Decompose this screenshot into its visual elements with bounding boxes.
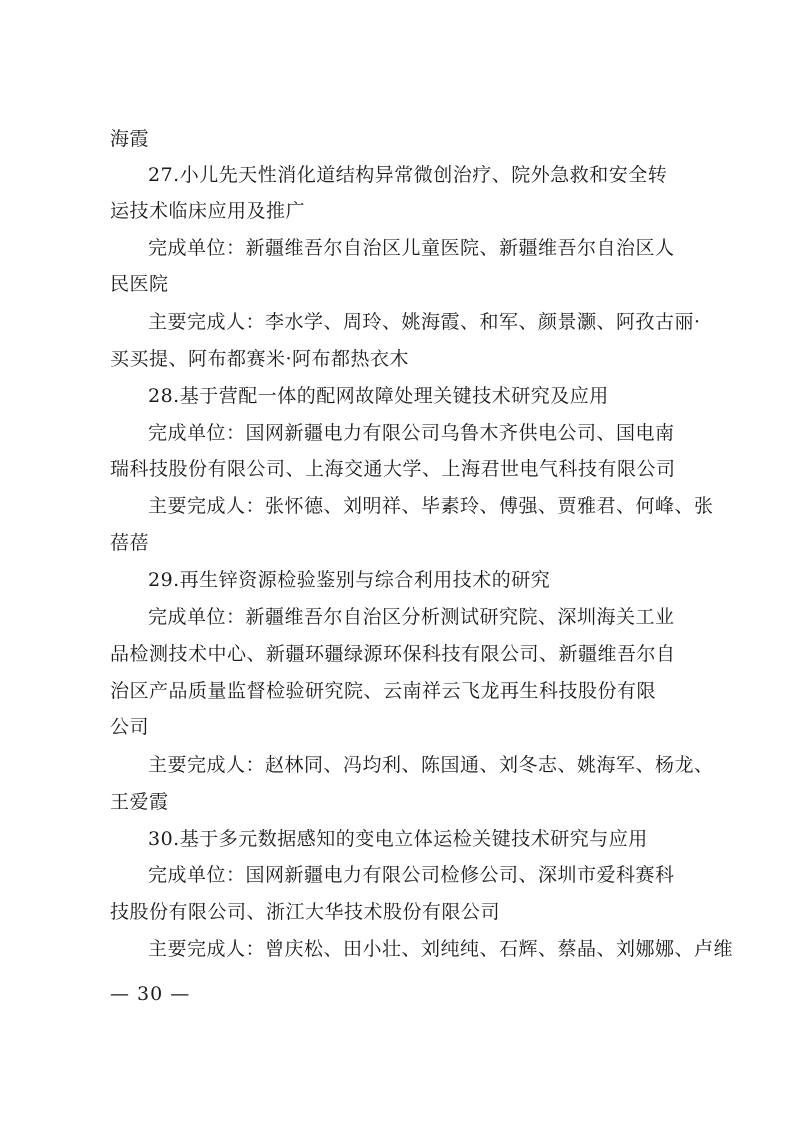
item-30-title: 30.基于多元数据感知的变电立体运检关键技术研究与应用 bbox=[148, 828, 648, 850]
text-line: 治区产品质量监督检验研究院、云南祥云飞龙再生科技股份有限 bbox=[110, 680, 657, 702]
text-line: 主要完成人：张怀德、刘明祥、毕素玲、傅强、贾雅君、何峰、张 bbox=[148, 495, 714, 517]
text-line: 海霞 bbox=[110, 128, 150, 150]
text-line: 主要完成人：赵林同、冯均利、陈国通、刘冬志、姚海军、杨龙、 bbox=[148, 754, 714, 776]
text-line: 完成单位：国网新疆电力有限公司乌鲁木齐供电公司、国电南 bbox=[148, 422, 675, 444]
text-line: 完成单位：新疆维吾尔自治区分析测试研究院、深圳海关工业 bbox=[148, 606, 675, 628]
text-line: 买买提、阿布都赛米·阿布都热衣木 bbox=[110, 348, 410, 370]
text-line: 技股份有限公司、浙江大华技术股份有限公司 bbox=[110, 901, 501, 923]
text-line: 民医院 bbox=[110, 273, 169, 295]
text-line: 主要完成人：李水学、周玲、姚海霞、和军、颜景灏、阿孜古丽· bbox=[148, 311, 701, 333]
item-29-title: 29.再生锌资源检验鉴别与综合利用技术的研究 bbox=[148, 569, 551, 591]
text-line: 运技术临床应用及推广 bbox=[110, 200, 306, 222]
text-line: 品检测技术中心、新疆环疆绿源环保科技有限公司、新疆维吾尔自 bbox=[110, 643, 676, 665]
text-line: 瑞科技股份有限公司、上海交通大学、上海君世电气科技有限公司 bbox=[110, 458, 676, 480]
item-28-title: 28.基于营配一体的配网故障处理关键技术研究及应用 bbox=[148, 385, 609, 407]
text-line: 完成单位：国网新疆电力有限公司检修公司、深圳市爱科赛科 bbox=[148, 864, 675, 886]
page-number: — 30 — bbox=[110, 983, 191, 1005]
text-line: 公司 bbox=[110, 716, 150, 738]
item-27-title: 27.小儿先天性消化道结构异常微创治疗、院外急救和安全转 bbox=[148, 164, 668, 186]
text-line: 完成单位：新疆维吾尔自治区儿童医院、新疆维吾尔自治区人 bbox=[148, 237, 675, 259]
text-line: 主要完成人：曾庆松、田小壮、刘纯纯、石辉、蔡晶、刘娜娜、卢维 bbox=[148, 938, 734, 960]
text-line: 蓓蓓 bbox=[110, 532, 150, 554]
text-line: 王爱霞 bbox=[110, 791, 169, 813]
